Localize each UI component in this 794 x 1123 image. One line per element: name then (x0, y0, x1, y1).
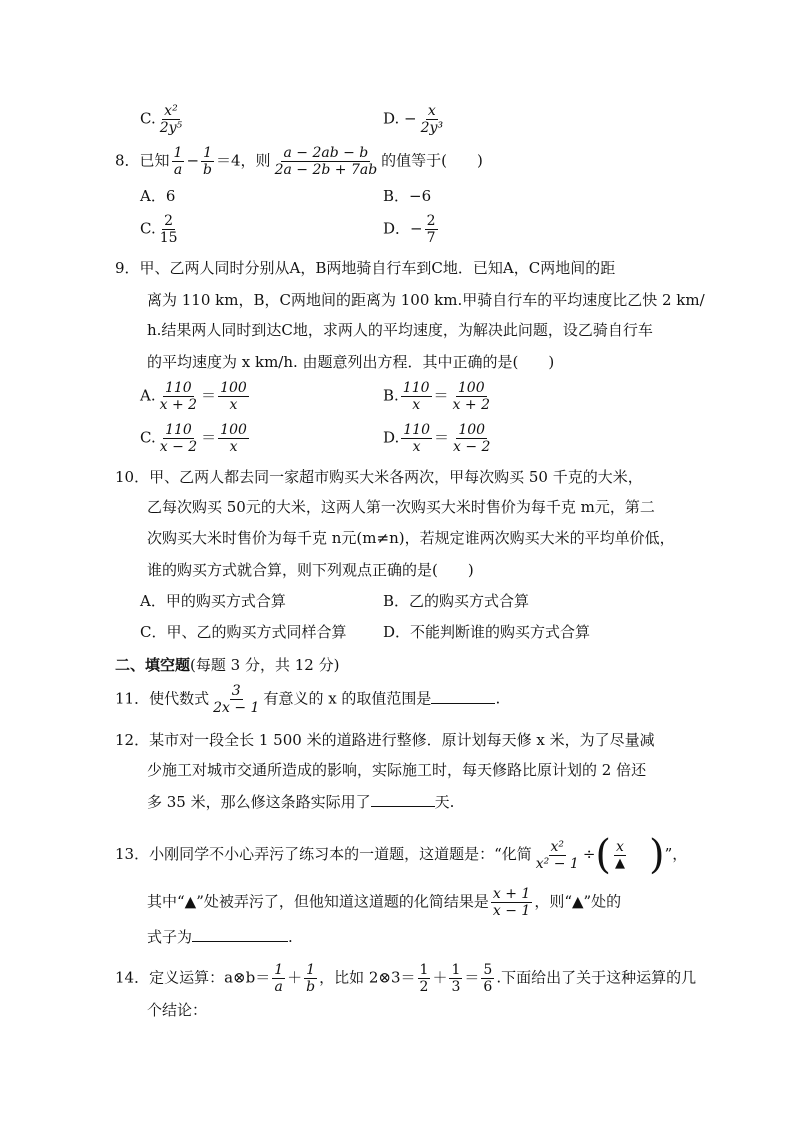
stem-text: 13．小刚同学不小心弄污了练习本的一道题，这道题是：“化简 (115, 845, 532, 863)
numerator: 2 (164, 213, 174, 229)
fraction (401, 380, 432, 413)
q10-line-4: 谁的购买方式就合算，则下列观点正确的是( ) (147, 561, 474, 579)
section-heading (115, 655, 339, 675)
denominator: x + 2 (452, 397, 490, 413)
denominator: x (229, 439, 238, 455)
denominator: 2y³ (420, 120, 444, 136)
denominator: 7 (426, 230, 436, 246)
option-label: C. (140, 219, 156, 238)
q10-option-a: A．甲的购买方式合算 (140, 592, 286, 610)
denominator: 15 (159, 230, 178, 246)
stem-text: 其中“▲”处被弄污了，但他知道这道题的化简结果是 (147, 892, 489, 911)
numerator: 110 (402, 380, 430, 396)
q14-line-2: 个结论： (147, 1001, 208, 1019)
q9-option-a (140, 380, 251, 413)
denominator: x (412, 439, 421, 455)
stem-text: 有意义的 x 的取值范围是 (263, 689, 432, 708)
fraction (419, 103, 445, 136)
q8-option-d (383, 213, 440, 246)
fraction (218, 380, 249, 413)
triangle-icon: ▲ (615, 855, 625, 871)
numerator: 1 (419, 962, 429, 978)
q9-line-2: 离为 110 km，B，C两地间的距离为 100 km.甲骑自行车的平均速度比乙快 2 km/ (147, 291, 705, 309)
q12-line-3 (147, 792, 454, 812)
stem-text: ，则“▲”处的 (534, 892, 622, 911)
option-label: D. (383, 428, 400, 447)
fraction (158, 380, 199, 413)
fraction (158, 422, 199, 455)
q8-option-a: A．6 (140, 187, 176, 205)
fraction (304, 962, 317, 995)
answer-blank[interactable] (431, 689, 495, 704)
q9-line-4: 的平均速度为 x km/h. 由题意列出方程．其中正确的是( ) (147, 353, 555, 371)
denominator: 2 (419, 979, 429, 995)
denominator: x − 2 (453, 439, 491, 455)
stem-text: 多 35 米，那么修这条路实际用了 (147, 793, 371, 811)
denominator: x² − 1 (535, 855, 579, 872)
option-label: B. (383, 386, 399, 405)
q13-line-3 (147, 927, 293, 947)
numerator: 1 (306, 962, 316, 978)
open-paren: ( (595, 832, 611, 878)
stem-text: ，比如 2⊗3＝ (319, 968, 416, 987)
numerator: 110 (403, 422, 430, 438)
fraction (158, 213, 180, 246)
equals-sign: ＝ (434, 428, 450, 447)
numerator: 1 (451, 962, 461, 978)
minus-sign: − (186, 151, 200, 170)
equals-sign: ＝ (433, 386, 449, 405)
q8-option-c (140, 213, 182, 246)
answer-blank[interactable] (371, 792, 435, 807)
q13-line-1 (115, 832, 688, 878)
stem-text: ”， (664, 845, 688, 863)
question-8-stem (115, 145, 483, 178)
q9-option-c (140, 422, 251, 455)
denominator: 2a − 2b + 7ab (274, 162, 378, 178)
option-label: C. (140, 428, 156, 447)
denominator: x + 2 (159, 397, 198, 413)
plus-sign: ＋ (287, 968, 303, 987)
q9-line-1: 9．甲、乙两人同时分别从A，B两地骑自行车到C地．已知A，C两地间的距 (115, 259, 616, 277)
q10-line-2: 乙每次购买 50元的大米，这两人第一次购买大米时售价为每千克 m元，第二 (147, 498, 655, 516)
close-paren: ) (649, 832, 665, 878)
fraction (451, 422, 492, 455)
numerator: 100 (220, 380, 247, 396)
stem-text: .下面给出了关于这种运算的几 (496, 968, 697, 987)
fraction (613, 839, 627, 872)
q7-option-d (383, 103, 447, 136)
equals-sign: ＝ (201, 428, 217, 447)
fraction (451, 380, 492, 413)
denominator: a (274, 979, 283, 995)
stem-text: 8．已知 (115, 151, 170, 170)
stem-text: . (288, 928, 293, 946)
stem-text: 的值等于( ) (381, 151, 483, 170)
fraction (201, 145, 214, 178)
stem-text: 天. (434, 793, 455, 811)
q12-line-2: 少施工对城市交通所造成的影响，实际施工时，每天修路比原计划的 2 倍还 (147, 761, 647, 779)
q10-option-b: B．乙的购买方式合算 (383, 592, 530, 610)
option-label: C. (140, 109, 156, 128)
numerator: 1 (173, 145, 183, 161)
numerator: 3 (231, 683, 241, 699)
denominator: x (229, 397, 238, 413)
numerator: 5 (483, 962, 493, 978)
q13-line-2 (147, 886, 621, 919)
fraction (273, 145, 380, 178)
q9-option-b (383, 380, 494, 413)
fraction (158, 103, 184, 136)
fraction (491, 886, 532, 919)
numerator: a − 2ab − b (283, 145, 369, 161)
numerator: 1 (203, 145, 212, 161)
denominator: 3 (451, 979, 461, 995)
fraction (425, 213, 438, 246)
denominator: x (412, 397, 421, 413)
numerator: x (427, 103, 436, 119)
option-label: D. (383, 109, 400, 128)
numerator: 110 (165, 422, 192, 438)
fraction (401, 422, 432, 455)
fraction (418, 962, 431, 995)
denominator: b (203, 162, 213, 178)
fraction (211, 683, 261, 716)
equals-sign: ＝ (201, 386, 217, 405)
fraction (272, 962, 285, 995)
numerator: 110 (164, 380, 192, 396)
denominator: 2y⁵ (159, 120, 183, 136)
denominator: x − 2 (159, 439, 198, 455)
option-label: A. (140, 386, 156, 405)
q7-option-c (140, 103, 186, 136)
q9-option-d (383, 422, 494, 455)
denominator: a (173, 162, 183, 178)
stem-text: 式子为 (147, 928, 193, 946)
q8-option-b: B．−6 (383, 187, 432, 205)
fraction (218, 422, 249, 455)
fraction (172, 145, 185, 178)
q10-option-d: D．不能判断谁的购买方式合算 (383, 623, 591, 641)
q10-option-c: C．甲、乙的购买方式同样合算 (140, 623, 347, 641)
denominator: b (306, 979, 316, 995)
numerator: x² (550, 838, 565, 855)
divide-sign: ÷ (582, 845, 596, 863)
denominator: 2x − 1 (213, 700, 260, 716)
fraction (449, 962, 462, 995)
minus-sign: − (404, 109, 417, 128)
q14-line-1 (115, 962, 696, 995)
section-title: 二、填空题 (115, 656, 191, 674)
numerator: x (616, 838, 624, 855)
numerator: 1 (274, 962, 284, 978)
stem-text: ＝4，则 (216, 151, 271, 170)
numerator: x + 1 (492, 886, 531, 902)
numerator: 100 (457, 380, 485, 396)
option-label: D．− (383, 219, 423, 238)
fraction (534, 839, 581, 872)
numerator: 2 (426, 213, 436, 229)
stem-text: 11．使代数式 (115, 689, 210, 708)
q12-line-1: 12．某市对一段全长 1 500 米的道路进行整修．原计划每天修 x 米，为了尽量减 (115, 731, 655, 749)
plus-sign: ＋ (432, 968, 448, 987)
numerator: 100 (220, 422, 247, 438)
question-11 (115, 683, 500, 716)
section-note: (每题 3 分，共 12 分) (190, 656, 340, 674)
stem-text: 14．定义运算：a⊗b＝ (115, 968, 271, 987)
fraction (481, 962, 494, 995)
equals-sign: ＝ (464, 968, 480, 987)
q10-line-1: 10．甲、乙两人都去同一家超市购买大米各两次，甲每次购买 50 千克的大米， (115, 468, 643, 486)
denominator: x − 1 (492, 903, 531, 919)
answer-blank[interactable] (192, 927, 288, 942)
numerator: x² (164, 103, 178, 119)
numerator: 100 (458, 422, 486, 438)
q10-line-3: 次购买大米时售价为每千克 n元(m≠n)，若规定谁两次购买大米的平均单价低， (147, 529, 675, 547)
q9-line-3: h.结果两人同时到达C地，求两人的平均速度，为解决此问题，设乙骑自行车 (147, 321, 653, 339)
denominator: 6 (483, 979, 493, 995)
stem-text: . (495, 689, 501, 708)
